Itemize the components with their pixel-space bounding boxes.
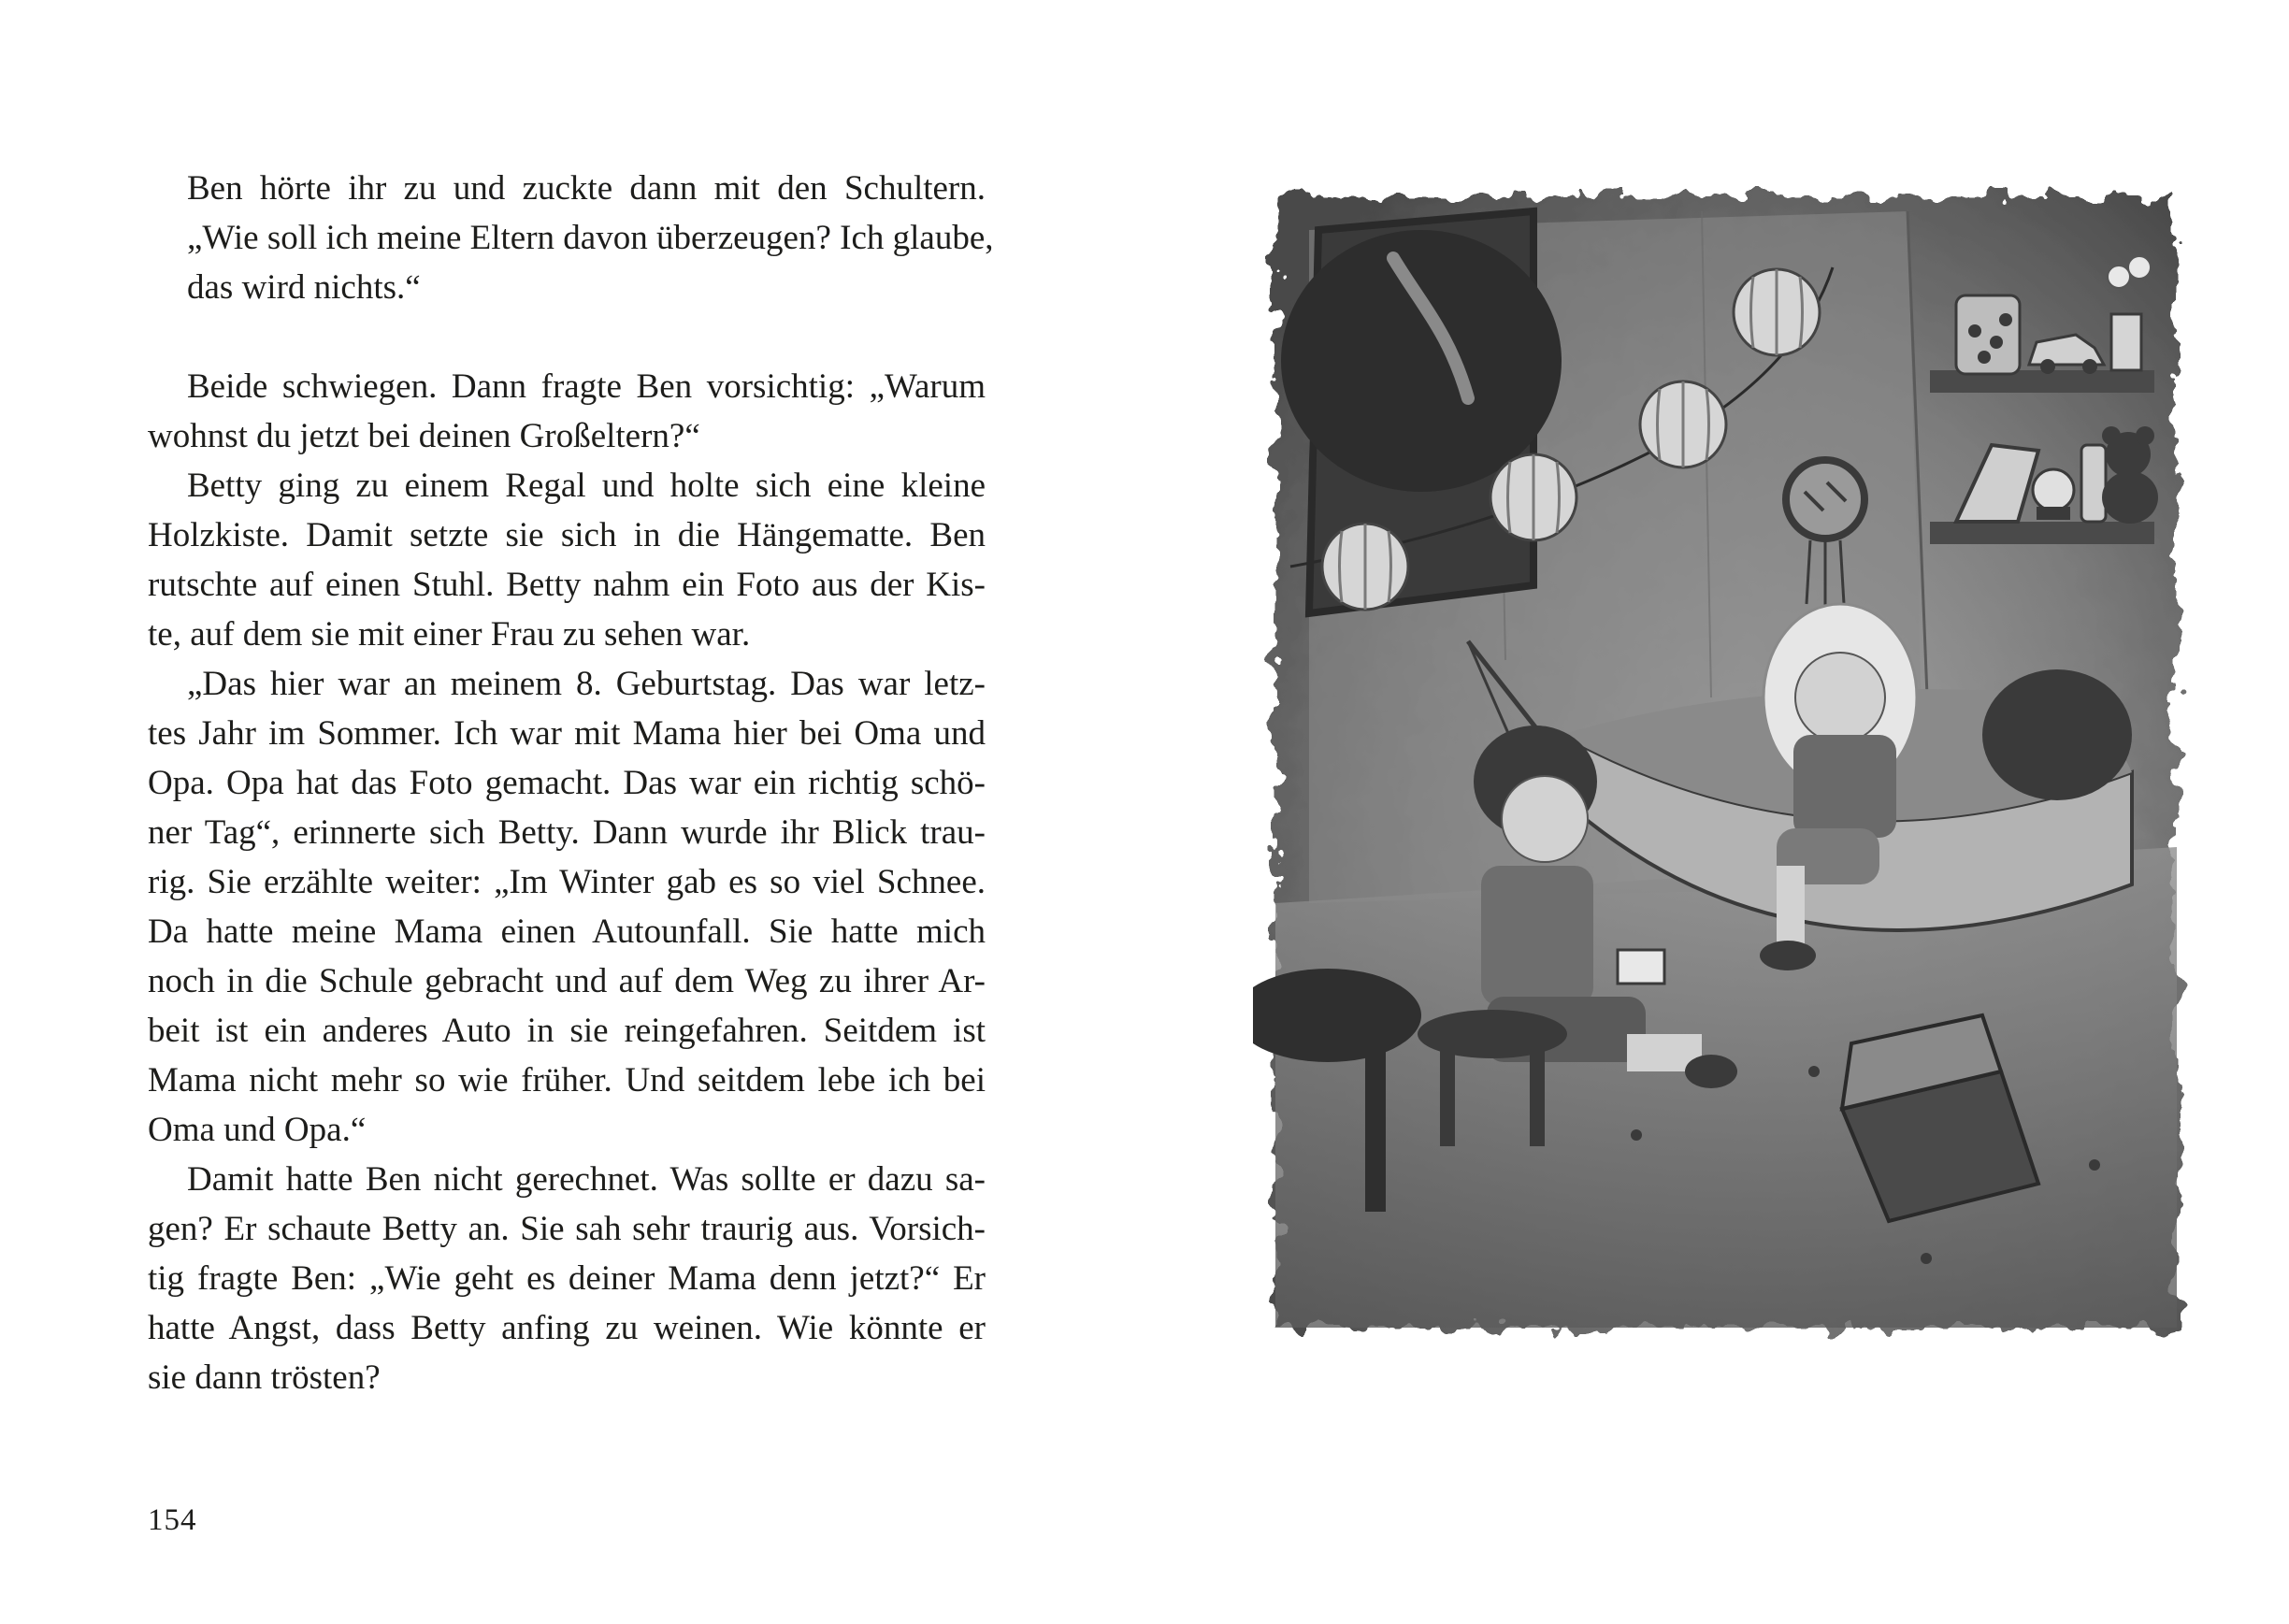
shelf	[1930, 522, 2154, 544]
text-line: Beide schwiegen. Dann fragte Ben vorsichtig: „Warum	[187, 367, 986, 406]
paragraph-1	[148, 164, 994, 312]
text-line: tes Jahr im Sommer. Ich war mit Mama hier bei Oma und	[148, 714, 986, 753]
text-line: Mama nicht mehr so wie früher. Und seitdem lebe ich bei	[148, 1061, 986, 1099]
text-line: rutschte auf einen Stuhl. Betty nahm ein Foto aus der Kis-	[148, 566, 986, 604]
text-line: noch in die Schule gebracht und auf dem Weg zu ihrer Ar-	[148, 962, 986, 1000]
text-line: tig fragte Ben: „Wie geht es deiner Mama denn jetzt?“ Er	[148, 1259, 986, 1298]
text-line: sie dann trösten?	[148, 1358, 381, 1397]
bottle-icon	[2081, 445, 2106, 522]
lantern-icon	[1322, 524, 1408, 610]
text-line: Opa. Opa hat das Foto gemacht. Das war ein richtig schö-	[148, 764, 986, 802]
photo-icon	[1618, 950, 1664, 984]
lantern-icon	[1490, 454, 1576, 540]
paragraph-5	[148, 1155, 986, 1402]
text-line: gen? Er schaute Betty an. Sie sah sehr traurig aus. Vorsich-	[148, 1210, 986, 1248]
text-line: Damit hatte Ben nicht gerechnet. Was sollte er dazu sa-	[187, 1160, 986, 1199]
snow-globe-icon	[2033, 469, 2074, 520]
text-line: Holzkiste. Damit setzte sie sich in die Hängematte. Ben	[148, 516, 986, 554]
candy-jar-icon	[1956, 295, 2020, 374]
paragraph-2	[148, 362, 986, 461]
left-page	[0, 0, 1144, 1624]
text-line: das wird nichts.“	[187, 268, 421, 307]
children-in-hammock-room-illustration	[1253, 174, 2199, 1350]
body-text	[148, 164, 994, 1402]
text-line: beit ist ein anderes Auto in sie reingefahren. Seitdem ist	[148, 1012, 986, 1050]
text-line: hatte Angst, dass Betty anfing zu weinen. Wie könnte er	[148, 1309, 986, 1347]
text-line: wohnst du jetzt bei deinen Großeltern?“	[148, 417, 700, 455]
paragraph-4	[148, 659, 986, 1155]
lantern-icon	[1640, 381, 1726, 467]
floor	[1275, 847, 2177, 1328]
text-line: „Wie soll ich meine Eltern davon überzeugen? Ich glaube,	[187, 219, 994, 257]
page-number: 154	[148, 1503, 197, 1537]
text-line: Betty ging zu einem Regal und holte sich eine kleine	[187, 467, 986, 505]
text-line: Oma und Opa.“	[148, 1111, 367, 1149]
text-line: ner Tag“, erinnerte sich Betty. Dann wurde ihr Blick trau-	[148, 813, 986, 852]
text-line: rig. Sie erzählte weiter: „Im Winter gab es so viel Schnee.	[148, 863, 986, 901]
tree-icon	[1281, 230, 1562, 492]
text-line: „Das hier war an meinem 8. Geburtstag. Das war letz-	[187, 665, 986, 703]
right-page	[1144, 0, 2289, 1624]
paragraph-3	[148, 461, 986, 659]
text-line: Ben hörte ihr zu und zuckte dann mit den Schultern.	[187, 169, 986, 208]
text-line: Da hatte meine Mama einen Autounfall. Sie hatte mich	[148, 913, 986, 951]
text-line: te, auf dem sie mit einer Frau zu sehen war.	[148, 615, 751, 654]
lantern-icon	[1734, 269, 1820, 355]
